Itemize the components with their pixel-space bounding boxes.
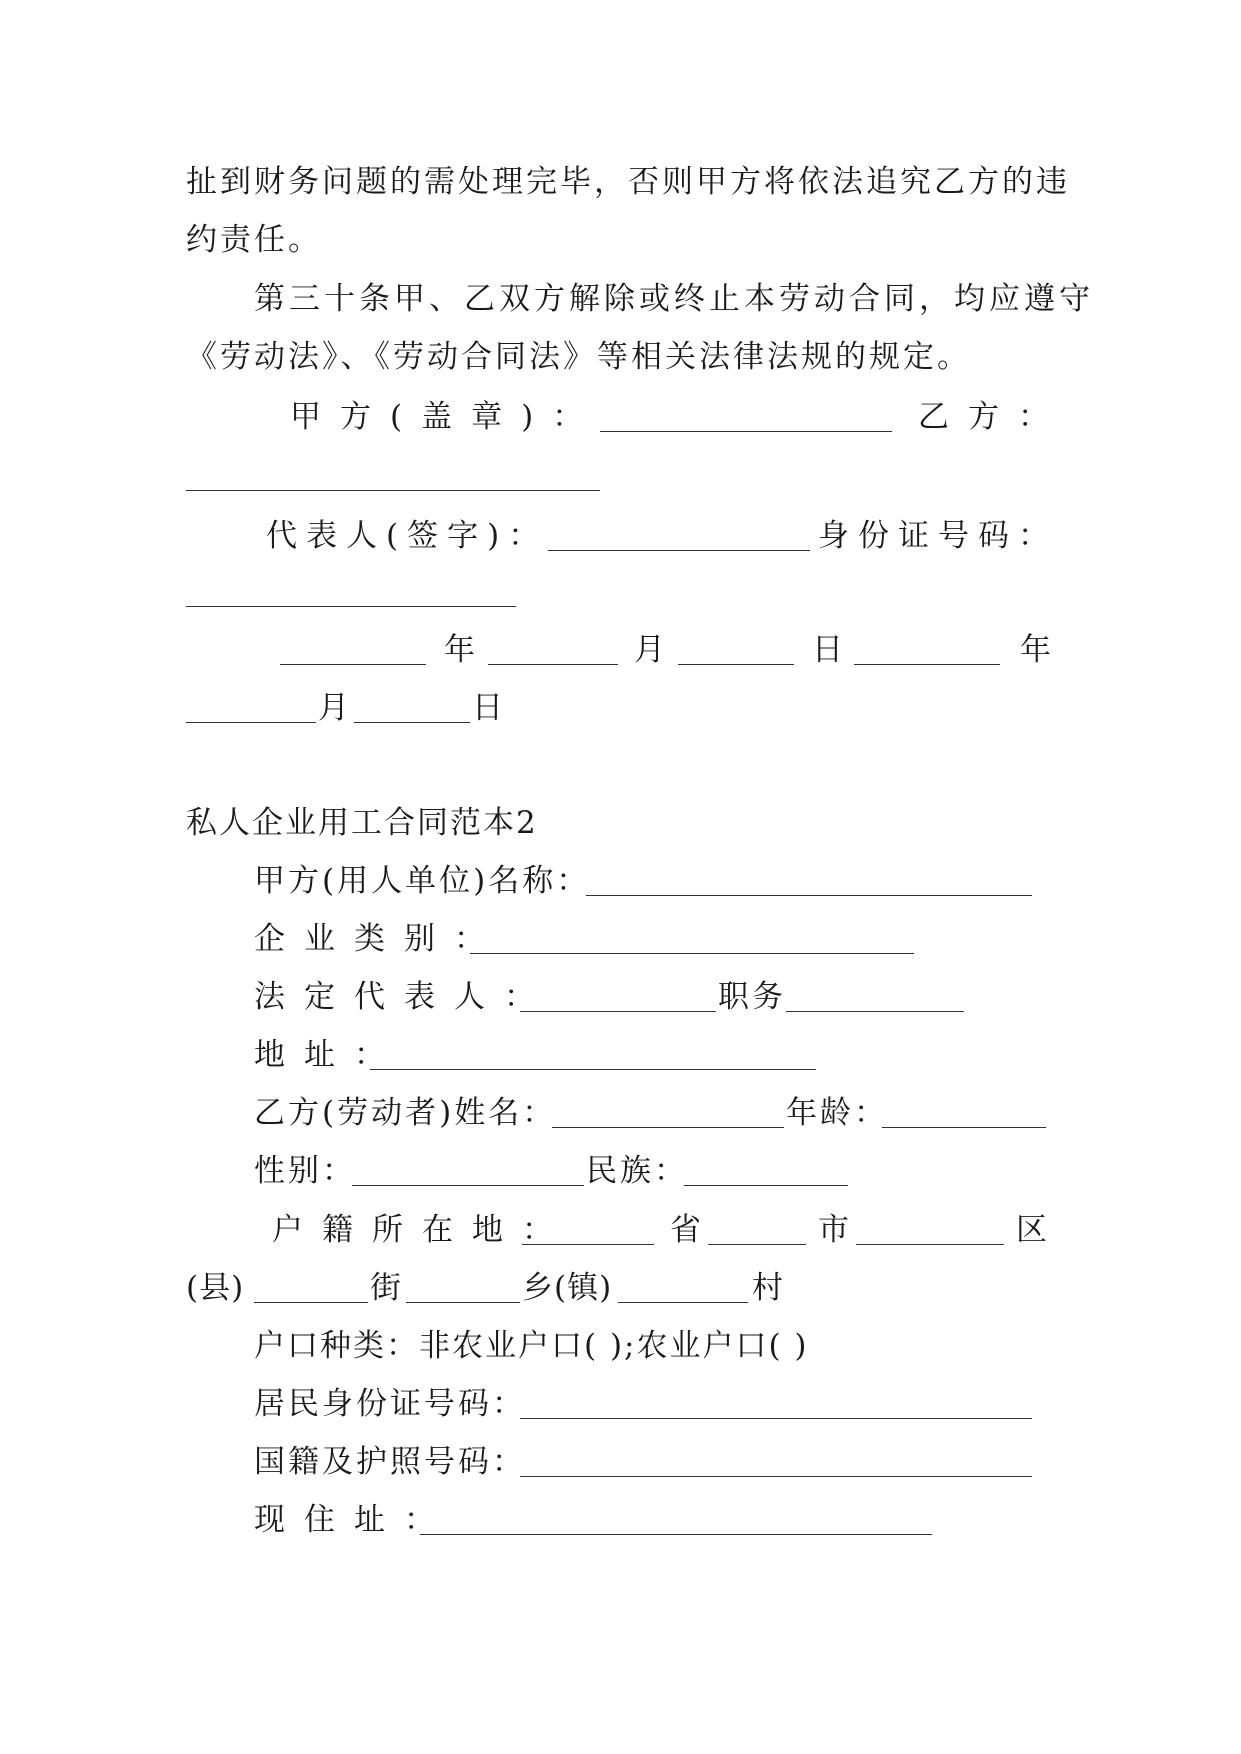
- township-field[interactable]: [618, 1302, 748, 1303]
- date-year-blank[interactable]: [280, 664, 426, 665]
- employee-name-field[interactable]: [552, 1127, 784, 1128]
- township-label: 乡(镇): [522, 1270, 613, 1306]
- representative-sign-blank[interactable]: [548, 550, 810, 551]
- district-label: 区: [1016, 1212, 1050, 1248]
- city-field[interactable]: [708, 1244, 806, 1245]
- village-label: 村: [752, 1270, 786, 1306]
- district-field[interactable]: [856, 1244, 1004, 1245]
- article-30-line: 第三十条甲、乙双方解除或终止本劳动合同，均应遵守: [254, 281, 1094, 317]
- date-month-blank[interactable]: [488, 664, 618, 665]
- employer-name-field[interactable]: [586, 895, 1032, 896]
- nationality-passport-field[interactable]: [520, 1476, 1032, 1477]
- id-number-blank[interactable]: [186, 606, 516, 607]
- position-label: 职务: [718, 979, 786, 1015]
- nationality-passport-label: 国籍及护照号码：: [254, 1444, 526, 1480]
- household-type-line: 户口种类：非农业户口( );农业户口( ): [254, 1328, 809, 1364]
- county-label: (县): [186, 1270, 245, 1306]
- party-b-label: 乙方：: [918, 399, 1068, 435]
- paragraph-line: 扯到财务问题的需处理完毕，否则甲方将依法追究乙方的违: [186, 164, 1070, 200]
- ethnicity-field[interactable]: [684, 1185, 848, 1186]
- party-a-seal-blank[interactable]: [600, 431, 892, 432]
- county-field[interactable]: [254, 1302, 368, 1303]
- date-day-blank[interactable]: [354, 722, 470, 723]
- household-location-label: 户籍所在地：: [272, 1212, 572, 1248]
- section-title: 私人企业用工合同范本2: [186, 805, 538, 841]
- age-field[interactable]: [882, 1127, 1046, 1128]
- city-label: 市: [818, 1212, 852, 1248]
- resident-id-label: 居民身份证号码：: [254, 1386, 526, 1422]
- day-label: 日: [812, 632, 846, 668]
- date-year-blank[interactable]: [854, 664, 1000, 665]
- paragraph-line: 约责任。: [186, 222, 322, 258]
- gender-label: 性别：: [254, 1153, 356, 1189]
- current-address-label: 现住址：: [254, 1502, 454, 1538]
- enterprise-type-field[interactable]: [470, 953, 914, 954]
- employer-name-label: 甲方(用人单位)名称：: [254, 863, 591, 899]
- street-label: 街: [370, 1270, 404, 1306]
- legal-rep-field[interactable]: [520, 1011, 716, 1012]
- gender-field[interactable]: [352, 1185, 584, 1186]
- address-label: 地址：: [254, 1037, 404, 1073]
- enterprise-type-label: 企业类别：: [254, 921, 504, 957]
- date-month-blank[interactable]: [186, 722, 316, 723]
- article-30-line: 《劳动法》、《劳动合同法》等相关法律法规的规定。: [186, 339, 971, 375]
- id-number-label: 身份证号码：: [818, 518, 1058, 554]
- province-field[interactable]: [522, 1244, 654, 1245]
- month-label: 月: [318, 690, 352, 726]
- age-label: 年龄：: [786, 1095, 888, 1131]
- resident-id-field[interactable]: [520, 1418, 1032, 1419]
- address-field[interactable]: [370, 1069, 816, 1070]
- current-address-field[interactable]: [420, 1534, 932, 1535]
- party-b-blank[interactable]: [186, 490, 600, 491]
- year-label: 年: [444, 632, 478, 668]
- party-a-seal-label: 甲方(盖章)：: [290, 399, 603, 435]
- day-label: 日: [472, 690, 506, 726]
- province-label: 省: [670, 1212, 704, 1248]
- position-field[interactable]: [786, 1011, 964, 1012]
- date-day-blank[interactable]: [678, 664, 794, 665]
- month-label: 月: [634, 632, 668, 668]
- employee-name-label: 乙方(劳动者)姓名：: [254, 1095, 557, 1131]
- legal-rep-label: 法定代表人：: [254, 979, 554, 1015]
- ethnicity-label: 民族：: [586, 1153, 688, 1189]
- representative-sign-label: 代表人(签字)：: [266, 518, 549, 554]
- street-field[interactable]: [406, 1302, 520, 1303]
- year-label: 年: [1020, 632, 1054, 668]
